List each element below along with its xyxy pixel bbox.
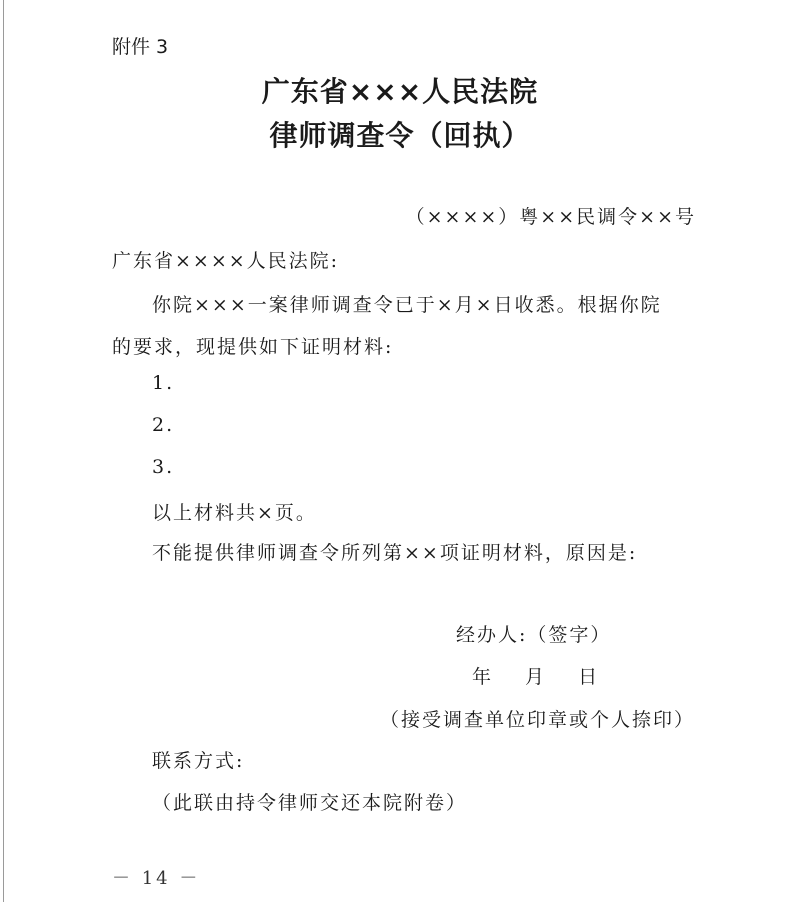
material-item-1: 1. <box>152 372 175 394</box>
material-item-2: 2. <box>152 414 175 436</box>
attachment-label: 附件 3 <box>112 36 169 58</box>
unable-to-provide: 不能提供律师调查令所列第××项证明材料，原因是: <box>152 542 638 564</box>
court-title: 广东省×××人民法院 <box>261 75 539 108</box>
handler-signature: 经办人:（签字） <box>456 624 612 646</box>
document-title: 律师调查令（回执） <box>269 119 531 152</box>
return-note: （此联由持令律师交还本院附卷） <box>152 792 468 814</box>
page-number: － 14 － <box>112 868 201 889</box>
document-number: （××××）粤××民调令××号 <box>405 206 696 228</box>
addressee: 广东省××××人民法院: <box>112 250 340 272</box>
material-total: 以上材料共×页。 <box>152 502 317 524</box>
paragraph-line-2: 的要求，现提供如下证明材料: <box>112 336 394 358</box>
signature-date: 年 月 日 <box>472 666 600 688</box>
seal-note: （接受调查单位印章或个人捺印） <box>380 709 696 731</box>
paragraph-line-1: 你院×××一案律师调查令已于×月×日收悉。根据你院 <box>152 294 662 316</box>
material-item-3: 3. <box>152 456 175 478</box>
contact-info: 联系方式: <box>152 750 245 772</box>
